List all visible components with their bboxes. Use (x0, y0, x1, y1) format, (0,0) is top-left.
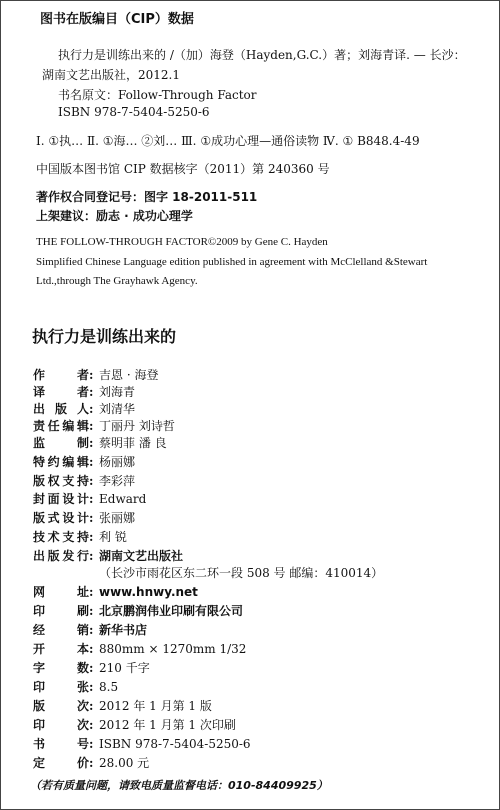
credit-label: 技术支持 (33, 530, 89, 544)
credit-value: 李彩萍 (99, 474, 136, 488)
credit-label: 责任编辑 (33, 419, 89, 433)
credit-value: 880mm × 1270mm 1/32 (99, 642, 247, 656)
credit-separator: : (89, 368, 94, 382)
credit-row (33, 417, 175, 435)
credit-row (33, 754, 149, 772)
credit-separator: : (89, 549, 94, 563)
credit-label: 字数 (33, 661, 89, 675)
credit-separator: : (89, 604, 94, 618)
credit-row (33, 490, 146, 508)
credit-row (33, 678, 118, 696)
credit-label: 印张 (33, 680, 89, 694)
credit-separator: : (89, 492, 94, 506)
credit-label: 印刷 (33, 604, 89, 618)
credit-label: 开本 (33, 642, 89, 656)
cip-entry-line1: 执行力是训练出来的 /（加）海登（Hayden,G.C.）著；刘海青译. — 长沙： (58, 48, 466, 62)
credit-value: 北京鹏润伟业印刷有限公司 (99, 604, 244, 618)
credit-separator: : (89, 385, 94, 399)
credit-value: 28.00 元 (99, 756, 150, 770)
credit-value: 吉恩 · 海登 (99, 368, 159, 382)
credit-value: 2012 年 1 月第 1 版 (99, 699, 212, 713)
credit-label: 特约编辑 (33, 455, 89, 469)
credit-row (33, 735, 251, 753)
credit-row (33, 509, 135, 527)
credit-label: 书号 (33, 737, 89, 751)
cip-heading: 图书在版编目（CIP）数据 (40, 12, 194, 27)
shelving-suggestion: 上架建议：励志 · 成功心理学 (36, 209, 193, 223)
credit-label: 监制 (33, 436, 89, 450)
credit-row (33, 659, 150, 677)
english-copyright-line3: Ltd.,through The Grayhawk Agency. (36, 275, 198, 287)
credit-value: （长沙市雨花区东二环一段 508 号 邮编：410014） (99, 566, 384, 580)
credit-row (33, 366, 158, 384)
credit-value: Edward (99, 492, 147, 506)
credit-separator: : (89, 699, 94, 713)
credit-separator: : (89, 474, 94, 488)
cip-number: 中国版本图书馆 CIP 数据核字（2011）第 240360 号 (36, 162, 330, 176)
credit-separator: : (89, 661, 94, 675)
credit-value: 新华书店 (99, 623, 148, 637)
credit-value: 利 锐 (99, 530, 127, 544)
credit-label: 定价 (33, 756, 89, 770)
copyright-registration: 著作权合同登记号：图字 18-2011-511 (36, 190, 258, 204)
credit-row (33, 602, 243, 620)
credit-label: 版式设计 (33, 511, 89, 525)
credit-separator: : (89, 419, 94, 433)
credit-row (33, 472, 135, 490)
credit-row (33, 564, 383, 582)
credit-separator: : (89, 585, 94, 599)
credit-separator: : (89, 436, 94, 450)
credit-row (33, 528, 127, 546)
credit-row (33, 697, 212, 715)
credit-row (33, 640, 246, 658)
cip-isbn: ISBN 978-7-5404-5250-6 (58, 105, 210, 119)
credit-value: 8.5 (99, 680, 119, 694)
credit-value: 丁丽丹 刘诗哲 (99, 419, 175, 433)
credit-label: 印次 (33, 718, 89, 732)
credit-label: 作者 (33, 368, 89, 382)
credit-row (33, 400, 135, 418)
credit-separator: : (89, 737, 94, 751)
quality-hotline-note: （若有质量问题，请致电质量监督电话：010-84409925） (30, 779, 328, 792)
credit-value: 刘清华 (99, 402, 136, 416)
credit-separator: : (89, 718, 94, 732)
credit-value: 210 千字 (99, 661, 150, 675)
credit-separator: : (89, 642, 94, 656)
credit-separator: : (89, 402, 94, 416)
credit-label: 封面设计 (33, 492, 89, 506)
credit-row (33, 621, 147, 639)
credit-value: ISBN 978-7-5404-5250-6 (99, 737, 251, 751)
credit-row (33, 434, 167, 452)
cip-classification: Ⅰ. ①执… Ⅱ. ①海… ②刘… Ⅲ. ①成功心理—通俗读物 Ⅳ. ① B848.4-49 (36, 134, 420, 148)
credit-separator: : (89, 511, 94, 525)
credit-separator: : (89, 530, 94, 544)
credit-value: 蔡明菲 潘 良 (99, 436, 167, 450)
cip-original-title: 书名原文：Follow-Through Factor (58, 88, 257, 102)
credit-row (33, 547, 183, 565)
book-title: 执行力是训练出来的 (32, 327, 177, 346)
credit-value: 杨丽娜 (99, 455, 136, 469)
english-copyright-line1: THE FOLLOW-THROUGH FACTOR©2009 by Gene C. Hayden (36, 236, 328, 248)
credit-label: 版权支持 (33, 474, 89, 488)
credit-label: 版次 (33, 699, 89, 713)
credit-label: 译者 (33, 385, 89, 399)
credit-label: 出版发行 (33, 549, 89, 563)
credit-separator: : (89, 455, 94, 469)
cip-entry-line2: 湖南文艺出版社，2012.1 (42, 68, 180, 82)
credit-label: 出版人 (33, 402, 89, 416)
credit-separator: : (89, 623, 94, 637)
credit-row (33, 716, 236, 734)
credit-value: 刘海青 (99, 385, 136, 399)
credit-label: 经销 (33, 623, 89, 637)
credit-separator: : (89, 680, 94, 694)
english-copyright-line2: Simplified Chinese Language edition published in agreement with McClelland &Stewart (36, 256, 428, 268)
credit-value: 张丽娜 (99, 511, 136, 525)
credit-separator: : (89, 756, 94, 770)
credit-row (33, 453, 135, 471)
credit-row (33, 383, 135, 401)
credit-value: www.hnwy.net (99, 585, 198, 599)
credit-value: 2012 年 1 月第 1 次印刷 (99, 718, 236, 732)
credit-row (33, 583, 198, 601)
credit-label: 网址 (33, 585, 89, 599)
credit-value: 湖南文艺出版社 (99, 549, 184, 563)
